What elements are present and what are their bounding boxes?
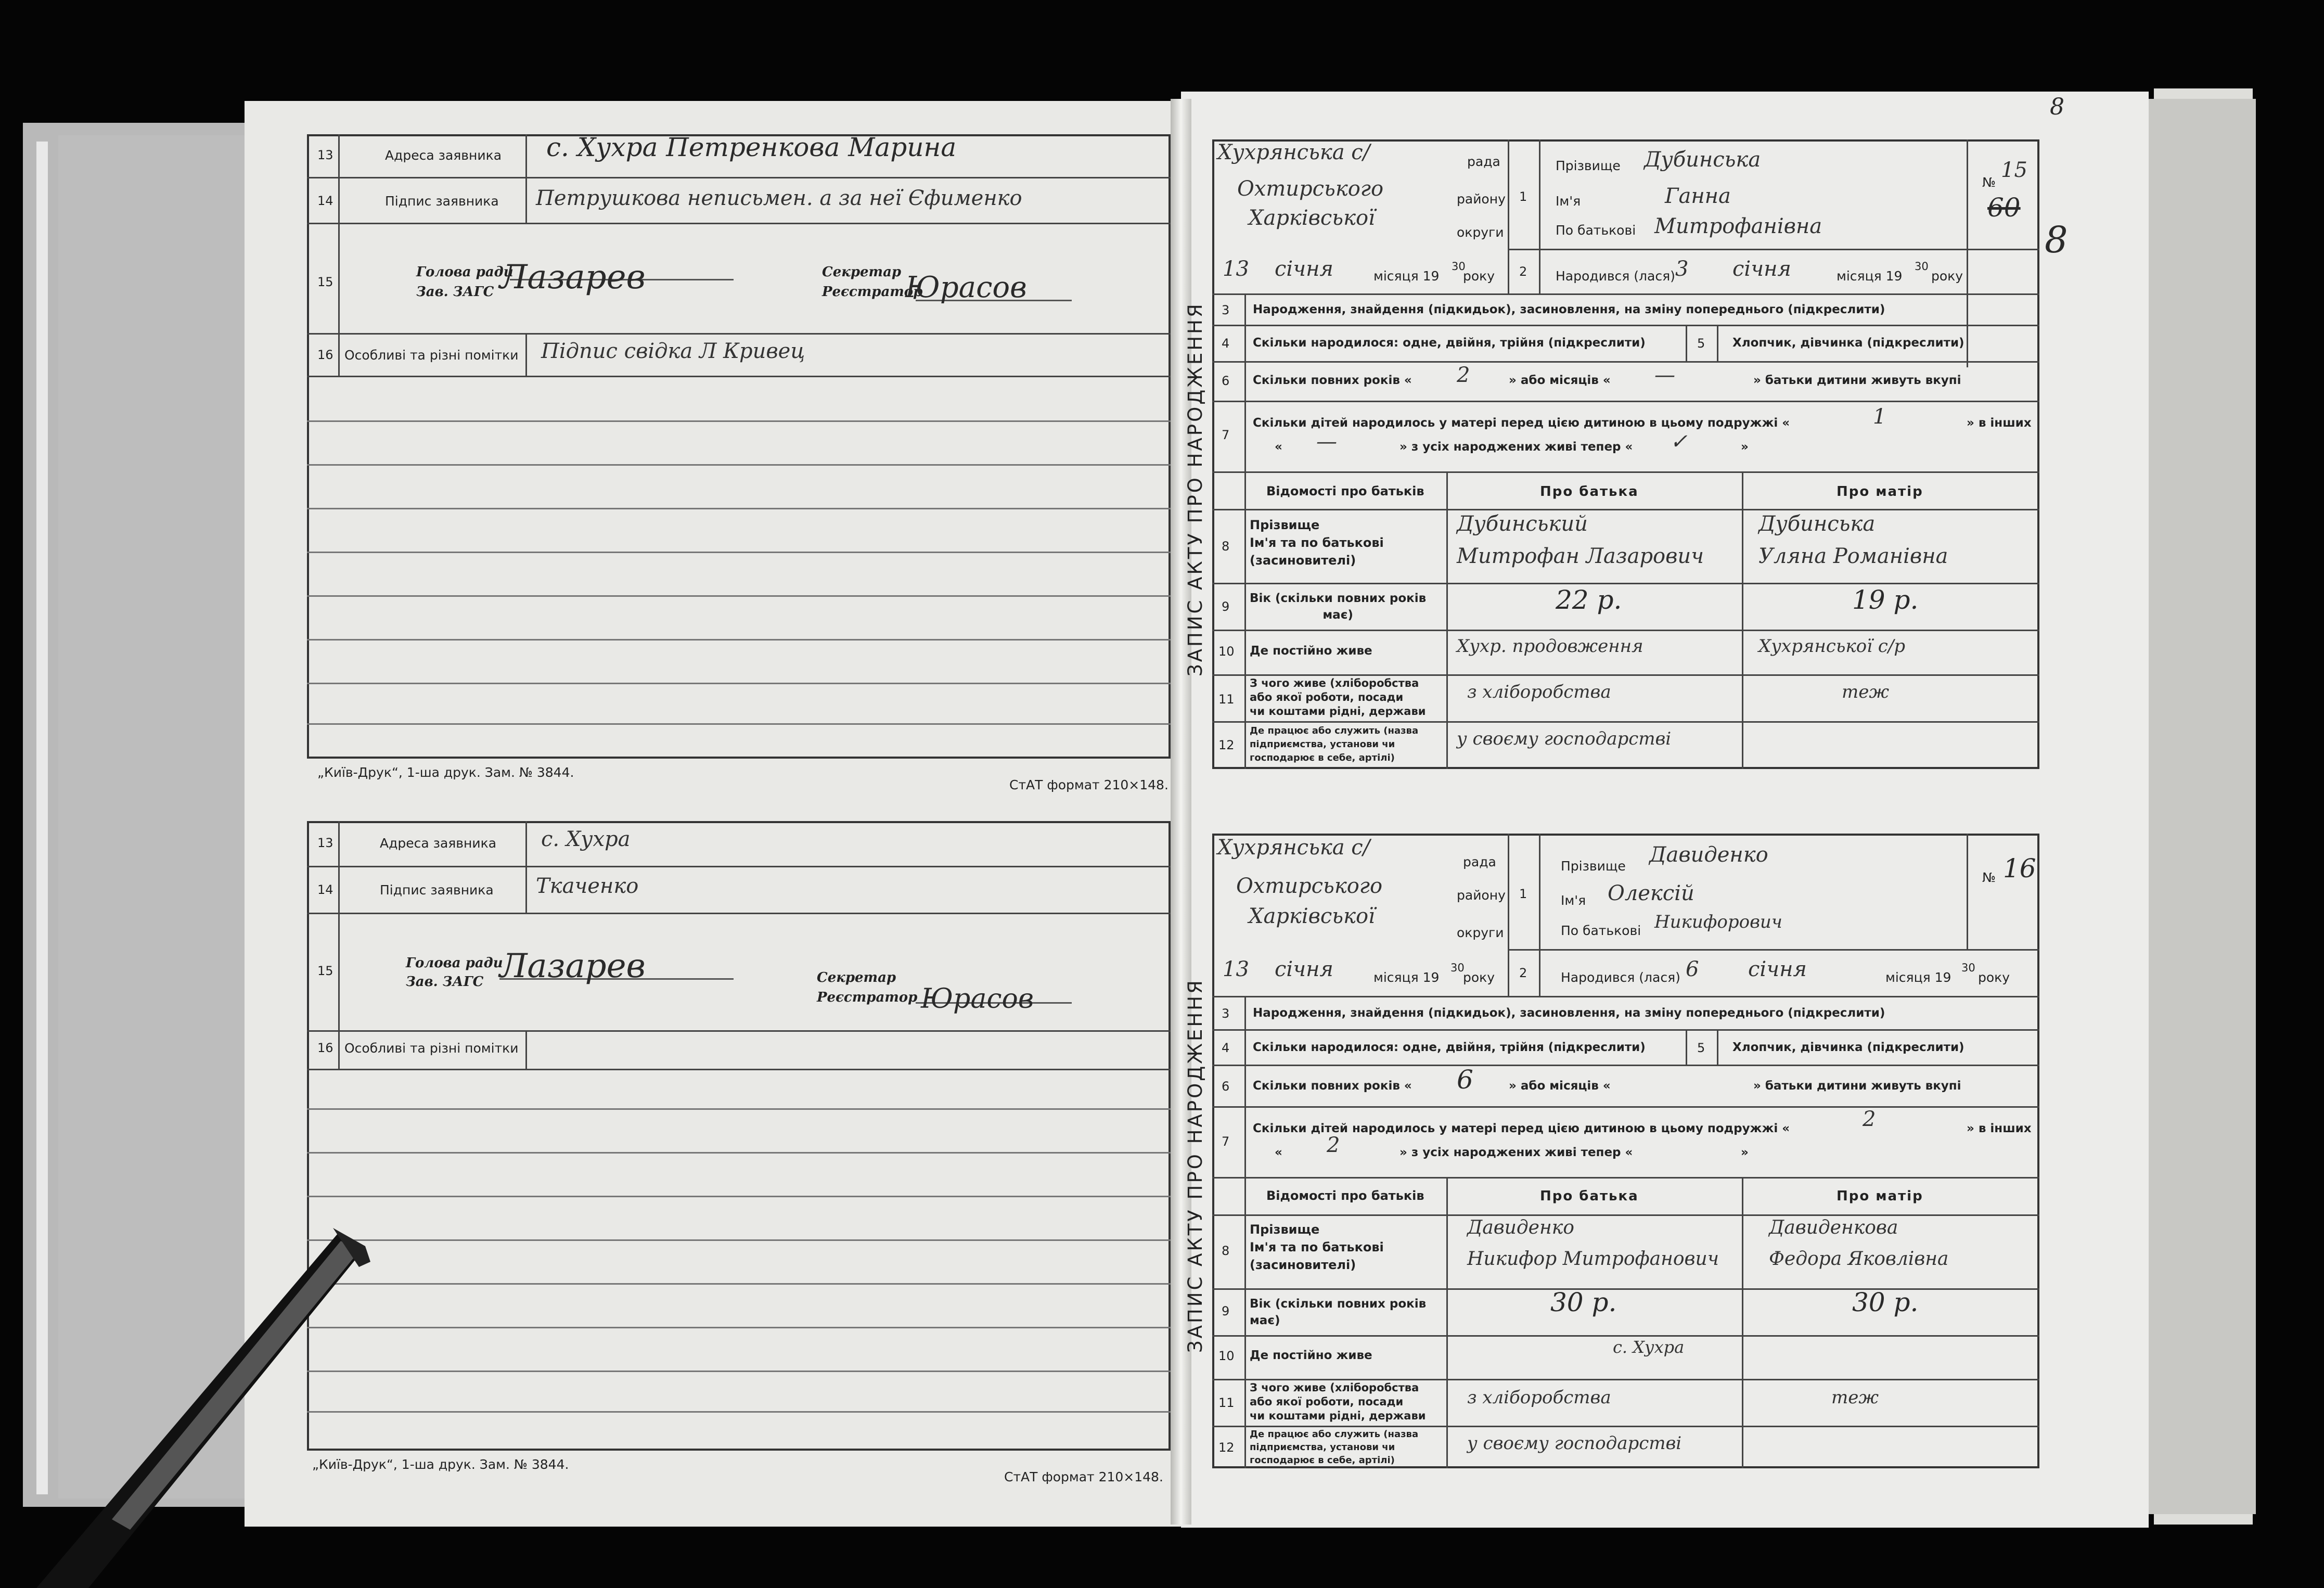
left-top-form [307,134,1171,759]
row-number-14: 14 [317,882,333,897]
label-year: року [1931,268,1963,284]
row-number-1: 1 [1519,189,1527,204]
label-remarks: Особливі та різні помітки [344,1041,519,1056]
row-number-2: 2 [1519,264,1527,279]
col-father: Про батька [1540,484,1639,500]
row3-text: Народження, знайдення (підкидьок), засиновлення, на зміну попереднього (підкреслити) [1253,303,1885,316]
label-born: Народився (лася) [1556,268,1675,284]
entry1-father-living: з хліборобства [1467,682,1611,702]
label-month-year: місяця 19 [1885,970,1951,985]
label-year: року [1463,268,1495,284]
row8-label: Прізвище Ім'я та по батькові (засиновителі) [1250,518,1384,568]
entry1-years-together: 2 [1457,363,1470,387]
row6-text-a: Скільки повних років « [1253,1079,1412,1093]
label-registrar: Реєстратор [817,990,918,1005]
label-okrug: округи [1457,925,1504,940]
row7-text-b: » в інших [1967,416,2032,430]
row-number-4: 4 [1222,336,1230,351]
col-mother: Про матір [1837,1188,1923,1204]
entry2-mother-age: 30 р. [1852,1287,1919,1317]
row11-label: З чого живе (хліборобства або якої роботи, посади чи коштами рідні, держави [1250,677,1426,718]
label-signature: Підпис заявника [380,882,494,898]
label-rada: рада [1463,854,1496,869]
label-raion: району [1457,191,1506,207]
row10-label: Де постійно живе [1250,1349,1372,1362]
vertical-title-bottom: ЗАПИС АКТУ ПРО НАРОДЖЕННЯ [1184,978,1206,1353]
row7-text-c: « [1275,1146,1282,1159]
format-imprint-bottom: СтАТ формат 210×148. [1004,1469,1163,1484]
entry2-children-alive: 2 [1327,1133,1340,1157]
label-patronymic: По батькові [1561,923,1641,938]
label-okrug: округи [1457,225,1504,240]
label-number-sign: № [1982,870,1996,885]
row-number-7: 7 [1222,428,1230,442]
entry1-mother-name: Дубинська Уляна Романівна [1758,512,1948,568]
row-number-16: 16 [317,1041,333,1055]
row-number-8: 8 [1222,539,1230,554]
label-secretary: Секретар [817,970,896,985]
label-month-year: місяця 19 [1373,268,1440,284]
entry2-father-name: Давиденко Никифор Митрофанович [1467,1217,1719,1270]
format-imprint: СтАТ формат 210×148. [1009,777,1169,792]
printer-imprint-bottom: „Київ-Друк“, 1-ша друк. Зам. № 3844. [312,1457,569,1472]
row7-text-c: « [1275,440,1282,454]
entry1-mother-lives: Хухрянської с/р [1758,636,1906,657]
label-month-year: місяця 19 [1373,970,1440,985]
entry1-father-work: у своєму господарстві [1457,728,1672,749]
entry1-father-name: Дубинський Митрофан Лазарович [1457,512,1704,568]
entry1-mother-living: теж [1842,682,1890,702]
row-number-5: 5 [1697,1041,1705,1055]
row-number-1: 1 [1519,887,1527,901]
entry1-born-month: січня [1732,257,1791,281]
label-month-year: місяця 19 [1837,268,1903,284]
entry2-mother-living: теж [1831,1387,1879,1408]
entry2-patronymic: Никифорович [1654,912,1782,932]
label-surname: Прізвище [1556,158,1621,173]
row9-label: Вік (скільки повних років має) [1250,1297,1427,1327]
margin-page-number: 8 [2045,219,2068,261]
label-number-sign: № [1982,175,1996,190]
pen-object [0,1218,375,1588]
row7-text-e: » [1741,440,1749,454]
entry1-father-age: 22 р. [1556,585,1622,615]
row7-text-e: » [1741,1146,1749,1159]
row6-text-b: » або місяців « [1509,1079,1611,1093]
entry1-born-year: 30 [1915,260,1929,273]
label-head: Голова ради [416,264,513,280]
entry1-father-lives: Хухр. продовження [1457,636,1644,657]
row7-text-a: Скільки дітей народилось у матері перед цією дитиною в цьому подружжі « [1253,416,1790,430]
entry2-reg-year: 30 [1450,962,1465,974]
entry2-father-work: у своєму господарстві [1467,1433,1682,1454]
left-bottom-form [307,821,1171,1451]
row-number-15: 15 [317,275,333,289]
entry2-born-month: січня [1748,957,1807,981]
row11-label: З чого живе (хліборобства або якої роботи, посади чи коштами рідні, держави [1250,1381,1426,1422]
entry2-signature: Ткаченко [536,874,639,898]
row-number-9: 9 [1222,1304,1230,1318]
row5-text: Хлопчик, дівчинка (підкреслити) [1732,336,1965,350]
entry1-rada: Хухрянська с/ [1217,140,1370,164]
entry1-reg-year: 30 [1452,260,1466,273]
entry2-father-age: 30 р. [1550,1287,1617,1317]
row7-text-a: Скільки дітей народилось у матері перед цією дитиною в цьому подружжі « [1253,1122,1790,1135]
label-born: Народився (лася) [1561,970,1680,985]
row-number-3: 3 [1222,1006,1230,1021]
entry1-surname: Дубинська [1644,148,1761,172]
label-surname: Прізвище [1561,859,1626,874]
entry2-registrar-signature: Юрасов [921,983,1034,1015]
entry2-okrug: Харківської [1249,904,1375,928]
entry1-raion: Охтирського [1237,177,1384,201]
row-number-11: 11 [1218,692,1235,707]
entry1-address: с. Хухра Петренкова Марина [546,132,957,162]
row-number-5: 5 [1697,336,1705,351]
entry1-okrug: Харківської [1249,206,1375,230]
entry2-father-living: з хліборобства [1467,1387,1611,1408]
entry1-children-alive: ✓ [1670,430,1688,454]
row-number-7: 7 [1222,1134,1230,1149]
row-number-16: 16 [317,348,333,362]
row-number-13: 13 [317,836,333,850]
label-name: Ім'я [1561,893,1586,908]
col-parents-info: Відомості про батьків [1266,484,1424,498]
row5-text: Хлопчик, дівчинка (підкреслити) [1732,1041,1965,1054]
row-number-3: 3 [1222,303,1230,317]
row9-label: Вік (скільки повних років має) [1250,592,1427,622]
row-number-2: 2 [1519,966,1527,980]
row-number-6: 6 [1222,374,1230,388]
row6-text-a: Скільки повних років « [1253,374,1412,387]
entry1-reg-day: 13 [1223,257,1249,281]
label-head: Голова ради [406,955,503,971]
row10-label: Де постійно живе [1250,644,1372,658]
entry1-signature: Петрушкова неписьмен. а за неї Єфименко [536,186,1022,210]
entry1-patronymic: Митрофанівна [1654,214,1822,238]
label-secretary: Секретар [822,264,902,280]
row-number-6: 6 [1222,1079,1230,1094]
entry1-old-number: 60 [1987,193,2021,223]
row7-text-d: » з усіх народжених живі тепер « [1399,1146,1633,1159]
entry1-children-other: — [1316,430,1337,454]
entry2-reg-month: січня [1275,957,1333,981]
entry2-years-together: 6 [1457,1065,1473,1095]
label-raion: району [1457,888,1506,903]
row4-text: Скільки народилося: одне, двійня, трійня (підкреслити) [1253,1041,1646,1054]
label-patronymic: По батькові [1556,223,1636,238]
label-year: року [1978,970,2010,985]
row-number-8: 8 [1222,1244,1230,1258]
label-registrar: Реєстратор [822,284,923,300]
printer-imprint: „Київ-Друк“, 1-ша друк. Зам. № 3844. [317,765,574,780]
entry1-registrar-signature: Юрасов [905,271,1027,304]
col-mother: Про матір [1837,484,1923,500]
entry2-head-signature: Лазарев [499,947,646,985]
row-number-15: 15 [317,964,333,978]
row4-text: Скільки народилося: одне, двійня, трійня (підкреслити) [1253,336,1646,350]
row-number-4: 4 [1222,1041,1230,1055]
entry2-raion: Охтирського [1236,874,1383,898]
row8-label: Прізвище Ім'я та по батькові (засиновителі) [1250,1222,1384,1272]
entry2-number: 16 [2003,853,2036,883]
entry2-born-year: 30 [1961,962,1975,974]
row7-text-d: » з усіх народжених живі тепер « [1399,440,1633,454]
entry2-mother-name: Давиденкова Федора Яковлівна [1769,1217,1949,1270]
row-number-10: 10 [1218,1349,1235,1363]
row3-text: Народження, знайдення (підкидьок), засиновлення, на зміну попереднього (підкреслити) [1253,1006,1885,1020]
row-number-11: 11 [1218,1395,1235,1410]
entry1-number: 15 [2001,158,2027,182]
entry1-head-signature: Лазарев [499,258,646,297]
row-number-13: 13 [317,148,333,162]
col-father: Про батька [1540,1188,1639,1204]
entry1-mother-age: 19 р. [1852,585,1919,615]
label-rada: рада [1467,154,1500,169]
label-signature: Підпис заявника [385,194,499,209]
row7-text-b: » в інших [1967,1122,2032,1135]
label-address: Адреса заявника [380,836,497,851]
entry2-children-before: 2 [1863,1107,1876,1131]
label-zags: Зав. ЗАГС [416,284,494,300]
entry2-reg-day: 13 [1223,957,1249,981]
vertical-title-top: ЗАПИС АКТУ ПРО НАРОДЖЕННЯ [1184,302,1206,676]
row-number-10: 10 [1218,644,1235,659]
entry2-father-lives: с. Хухра [1613,1337,1685,1357]
entry2-address: с. Хухра [541,827,631,851]
label-name: Ім'я [1556,194,1581,209]
row-number-9: 9 [1222,599,1230,614]
col-parents-info: Відомості про батьків [1266,1188,1424,1203]
entry1-reg-month: січня [1275,257,1333,281]
row-number-14: 14 [317,194,333,208]
row6-text-b: » або місяців « [1509,374,1611,387]
entry2-rada: Хухрянська с/ [1217,836,1370,860]
entry2-surname: Давиденко [1649,843,1768,867]
row6-text-c: » батьки дитини живуть вкупі [1753,1079,1961,1093]
entry1-months-together: — [1654,363,1675,387]
entry2-born-day: 6 [1686,957,1699,981]
label-year: року [1463,970,1495,985]
entry2-name: Олексій [1608,881,1694,905]
label-zags: Зав. ЗАГС [406,974,484,990]
row-number-12: 12 [1218,1440,1235,1455]
row-number-12: 12 [1218,738,1235,752]
entry1-remarks: Підпис свідка Л Кривец [541,339,805,363]
row12-label: Де працює або служить (назва підприємства, установи чи господарює в себе, артілі) [1250,725,1419,763]
row12-label: Де працює або служить (назва підприємства, установи чи господарює в себе, артілі) [1250,1429,1419,1466]
label-address: Адреса заявника [385,148,502,163]
row6-text-c: » батьки дитини живуть вкупі [1753,374,1961,387]
entry1-children-before: 1 [1873,405,1886,429]
entry1-name: Ганна [1665,184,1731,208]
margin-corner-mark: 8 [2050,94,2064,120]
entry1-born-day: 3 [1675,257,1689,281]
label-remarks: Особливі та різні помітки [344,348,519,363]
